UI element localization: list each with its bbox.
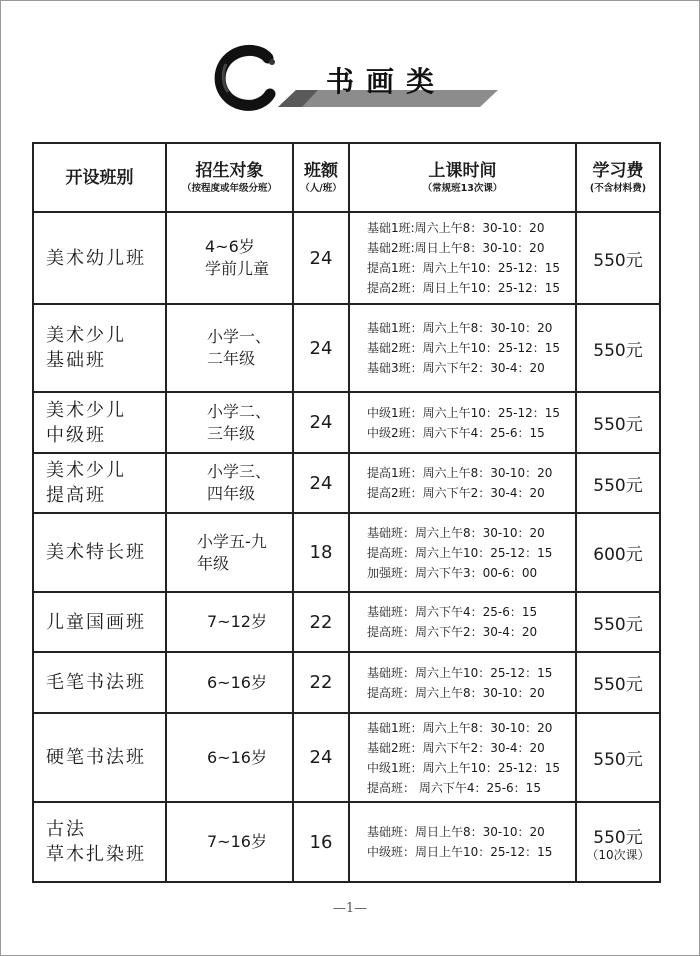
fee-cell xyxy=(576,212,660,304)
table-row xyxy=(33,713,660,802)
target-cell xyxy=(166,453,293,513)
target-line: 三年级 xyxy=(207,423,256,443)
fee-cell xyxy=(576,513,660,592)
target-cell xyxy=(166,713,293,802)
target-cell xyxy=(166,304,293,392)
target-cell xyxy=(166,392,293,453)
quota-cell: 22 xyxy=(293,652,349,713)
fee-cell xyxy=(576,392,660,453)
fee-value: 550元 xyxy=(593,415,643,435)
target-line: 4~6岁 xyxy=(205,237,255,256)
quota-cell: 24 xyxy=(293,304,349,392)
schedule-line: 中级班：周日上午10：25-12：15 xyxy=(367,845,553,859)
class-name-cell xyxy=(33,392,166,453)
header-category: 开设班别 xyxy=(33,143,166,212)
schedule-line: 提高2班：周日上午10：25-12：15 xyxy=(367,281,561,295)
class-name-cell xyxy=(33,304,166,392)
quota-cell: 24 xyxy=(293,713,349,802)
table-row xyxy=(33,592,660,652)
header-time: 上课时间 （常规班13次课） xyxy=(349,143,576,212)
target-line: 小学五-九 xyxy=(197,531,267,551)
schedule-cell xyxy=(349,453,576,513)
schedule-line: 基础2班：周六下午2：30-4：20 xyxy=(367,740,545,755)
schedule-line: 提高班：周六下午2：30-4：20 xyxy=(367,625,538,639)
schedule-line: 中级2班：周六下午4：25-6：15 xyxy=(367,425,545,440)
schedule-line: 提高班：周六上午10：25-12：15 xyxy=(367,545,553,560)
schedule-cell xyxy=(349,802,576,882)
fee-value: 550元 xyxy=(593,750,643,770)
schedule-line: 基础2班：周六上午10：25-12：15 xyxy=(367,341,561,355)
schedule-line: 基础1班：周六上午8：30-10：20 xyxy=(367,720,553,735)
schedule-line: 基础1班:周六上午8：30-10：20 xyxy=(367,221,545,235)
schedule-cell xyxy=(349,513,576,592)
schedule-cell xyxy=(349,713,576,802)
target-line: 6~16岁 xyxy=(207,747,267,767)
quota-cell: 16 xyxy=(293,802,349,882)
fee-cell xyxy=(576,453,660,513)
quota-cell: 18 xyxy=(293,513,349,592)
class-name-line: 美术幼儿班 xyxy=(46,247,146,269)
target-line: 小学一、 xyxy=(207,327,272,346)
class-name-line: 美术少儿 xyxy=(46,399,126,421)
target-line: 小学三、 xyxy=(207,462,272,481)
fee-cell xyxy=(576,652,660,713)
page-title: 书画类 xyxy=(326,65,447,98)
target-line: 学前儿童 xyxy=(205,259,270,278)
quota-cell: 24 xyxy=(293,392,349,453)
header-row xyxy=(33,143,660,212)
table-row xyxy=(33,392,660,453)
schedule-cell xyxy=(349,592,576,652)
schedule-line: 提高2班：周六下午2：30-4：20 xyxy=(367,486,545,500)
table-row xyxy=(33,212,660,304)
target-line: 7~12岁 xyxy=(207,612,267,631)
schedule-line: 提高班：周六上午8：30-10：20 xyxy=(367,685,545,700)
class-name-line: 硬笔书法班 xyxy=(46,747,146,768)
schedule-line: 基础1班：周六上午8：30-10：20 xyxy=(367,321,553,335)
schedule-line: 基础班：周六上午10：25-12：15 xyxy=(367,665,553,680)
fee-value: 550元 xyxy=(593,827,643,848)
schedule-line: 基础班：周六下午4：25-6：15 xyxy=(367,605,538,619)
class-name-line: 草木扎染班 xyxy=(46,844,146,865)
class-name-cell xyxy=(33,802,166,882)
schedule-cell xyxy=(349,652,576,713)
fee-note: （10次课） xyxy=(586,847,650,862)
target-cell xyxy=(166,212,293,304)
fee-value: 550元 xyxy=(593,675,643,695)
target-cell xyxy=(166,652,293,713)
class-name-cell xyxy=(33,652,166,713)
target-cell xyxy=(166,513,293,592)
schedule-line: 提高1班：周六上午8：30-10：20 xyxy=(367,466,553,480)
schedule-line: 基础班：周六上午8：30-10：20 xyxy=(367,525,545,540)
schedule-cell xyxy=(349,304,576,392)
schedule-cell xyxy=(349,212,576,304)
class-name-line: 美术少儿 xyxy=(46,460,126,481)
class-name-line: 基础班 xyxy=(46,350,106,371)
quota-cell: 22 xyxy=(293,592,349,652)
target-line: 四年级 xyxy=(207,484,256,503)
schedule-line: 中级1班：周六上午10：25-12：15 xyxy=(367,760,561,775)
table-row xyxy=(33,652,660,713)
ink-brush-circle-icon xyxy=(212,42,282,112)
class-name-cell xyxy=(33,513,166,592)
target-cell xyxy=(166,802,293,882)
fee-cell xyxy=(576,802,660,882)
class-name-cell xyxy=(33,453,166,513)
header-fee: 学习费 (不含材料费) xyxy=(576,143,660,212)
table-row xyxy=(33,304,660,392)
table-row xyxy=(33,513,660,592)
target-line: 二年级 xyxy=(207,349,256,368)
fee-value: 550元 xyxy=(593,340,643,361)
fee-cell xyxy=(576,592,660,652)
quota-cell: 24 xyxy=(293,212,349,304)
schedule-line: 中级1班：周六上午10：25-12：15 xyxy=(367,405,561,420)
schedule-line: 加强班：周六下午3：00-6：00 xyxy=(367,565,538,580)
course-table xyxy=(32,142,661,883)
fee-value: 600元 xyxy=(593,545,643,565)
fee-value: 550元 xyxy=(593,475,643,496)
schedule-line: 基础2班:周日上午8：30-10：20 xyxy=(367,241,545,255)
class-name-line: 儿童国画班 xyxy=(46,611,146,633)
class-name-cell xyxy=(33,212,166,304)
class-name-line: 美术少儿 xyxy=(46,325,126,346)
target-line: 年级 xyxy=(197,553,230,573)
schedule-cell xyxy=(349,392,576,453)
class-name-line: 中级班 xyxy=(46,424,106,446)
fee-cell xyxy=(576,713,660,802)
table-row xyxy=(33,453,660,513)
schedule-line: 基础班：周日上午8：30-10：20 xyxy=(367,825,545,839)
fee-value: 550元 xyxy=(593,250,643,271)
class-name-line: 毛笔书法班 xyxy=(46,672,146,693)
fee-cell xyxy=(576,304,660,392)
target-line: 小学二、 xyxy=(207,401,272,421)
header-quota: 班额 （人/班） xyxy=(293,143,349,212)
schedule-line: 提高1班：周六上午10：25-12：15 xyxy=(367,261,561,275)
page-number: —1— xyxy=(332,901,368,916)
header-target: 招生对象 （按程度或年级分班） xyxy=(166,143,293,212)
quota-cell: 24 xyxy=(293,453,349,513)
class-name-line: 古法 xyxy=(46,819,86,840)
class-name-line: 美术特长班 xyxy=(46,542,146,563)
target-line: 7~16岁 xyxy=(207,832,267,851)
class-name-cell xyxy=(33,592,166,652)
fee-value: 550元 xyxy=(593,614,643,635)
target-cell xyxy=(166,592,293,652)
schedule-line: 提高班： 周六下午4：25-6：15 xyxy=(367,780,541,795)
class-name-line: 提高班 xyxy=(46,485,106,506)
target-line: 6~16岁 xyxy=(207,672,267,692)
schedule-line: 基础3班：周六下午2：30-4：20 xyxy=(367,361,545,375)
table-row xyxy=(33,802,660,882)
class-name-cell xyxy=(33,713,166,802)
